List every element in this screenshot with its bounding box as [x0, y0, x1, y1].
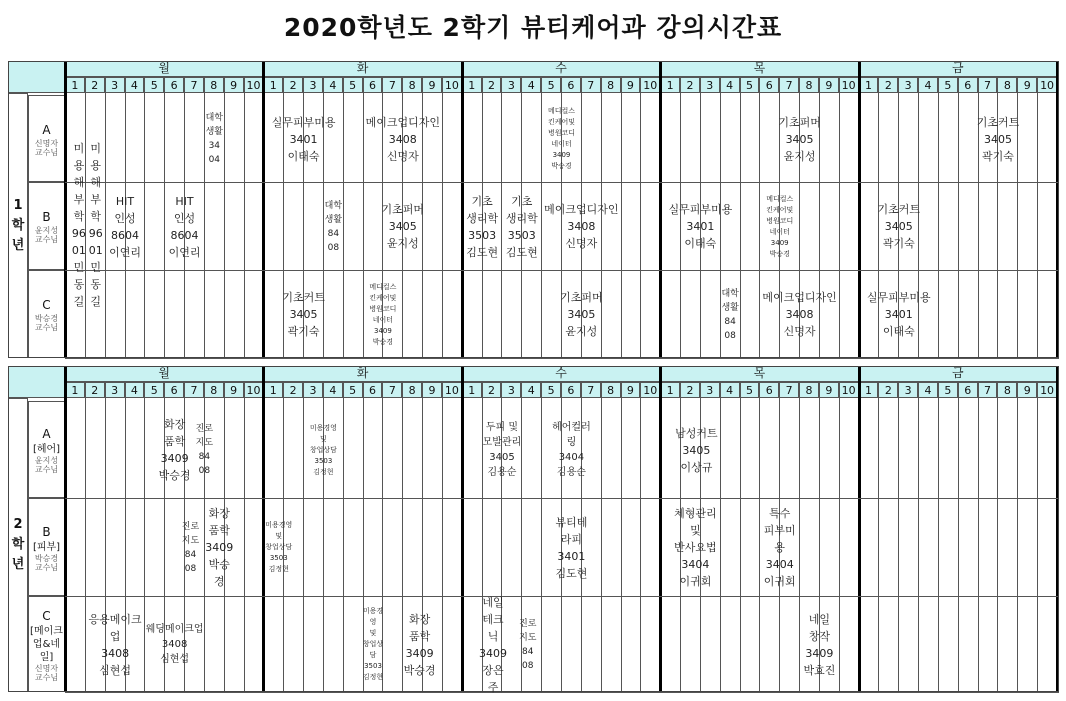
class-adviser: 교수님 — [34, 235, 59, 244]
class-block-g2-wed-nail-tech-c[interactable]: 네일 테크닉 3409 장은주 — [479, 596, 508, 693]
period-42: 2 — [878, 77, 898, 93]
period-36: 6 — [759, 382, 779, 398]
period-48: 8 — [997, 382, 1017, 398]
class-block-g1-thu-medical-b[interactable]: 메디컬스 킨케어및 병원코디 네이터 3409 박승경 — [766, 194, 794, 258]
period-16: 6 — [363, 77, 383, 93]
period-5: 5 — [144, 77, 164, 93]
class-block-g2-thu-special-b[interactable]: 특수 피부미용 3404 이귀회 — [763, 507, 796, 588]
class-name: B — [42, 524, 51, 539]
period-7: 7 — [184, 382, 204, 398]
period-49: 9 — [1017, 382, 1037, 398]
period-29: 9 — [621, 382, 641, 398]
class-major: [헤어] — [32, 444, 61, 455]
period-45: 5 — [938, 382, 958, 398]
class-block-g2-mon-career-b[interactable]: 진로 지도 84 08 — [181, 521, 200, 574]
period-42: 2 — [878, 382, 898, 398]
class-name: A — [42, 122, 51, 137]
period-12: 2 — [283, 382, 303, 398]
period-15: 5 — [343, 382, 363, 398]
class-block-g1-wed-physio-1[interactable]: 기초 생리학 3503 김도현 — [466, 194, 499, 259]
grade-char: 년 — [11, 557, 25, 572]
class-name: A — [42, 427, 51, 441]
period-6: 6 — [164, 382, 184, 398]
class-block-g2-tue-business-a[interactable]: 미용경영 및 창업상담 3503 김정현 — [309, 423, 337, 476]
period-14: 4 — [323, 77, 343, 93]
day-header-0: 월 — [65, 366, 263, 382]
period-1: 1 — [65, 382, 85, 398]
class-adviser: 윤지성 — [34, 456, 59, 465]
class-block-g1-thu-college-c[interactable]: 대학 생활 84 08 — [721, 288, 739, 341]
class-major: [메이크 업&네 일] — [30, 625, 63, 663]
period-43: 3 — [898, 382, 918, 398]
period-38: 8 — [799, 382, 819, 398]
day-header-2: 수 — [462, 61, 660, 77]
class-block-g1-wed-makeup-b[interactable]: 메이크업디자인 3408 신명자 — [544, 203, 619, 250]
class-adviser: 교수님 — [34, 562, 59, 572]
period-30: 10 — [640, 77, 660, 93]
period-47: 7 — [978, 77, 998, 93]
period-33: 3 — [700, 77, 720, 93]
class-block-g2-wed-color-a[interactable]: 헤어컬러링 3404 김용순 — [552, 422, 591, 478]
class-adviser: 교수님 — [34, 465, 59, 474]
class-block-g1-mon-hit-1[interactable]: HIT 인성 8604 이연리 — [109, 194, 141, 259]
period-12: 2 — [283, 77, 303, 93]
period-41: 1 — [859, 382, 879, 398]
period-39: 9 — [819, 77, 839, 93]
grade-char: 2 — [13, 517, 23, 532]
class-block-g1-mon-anatomy-b[interactable]: 미 용 해 부 학 96 01 민 동 길 — [88, 141, 103, 308]
period-13: 3 — [303, 77, 323, 93]
period-31: 1 — [660, 77, 680, 93]
period-41: 1 — [859, 77, 879, 93]
period-46: 6 — [958, 77, 978, 93]
period-50: 10 — [1037, 77, 1057, 93]
class-block-g1-tue-makeup-a[interactable]: 메이크업디자인 3408 신명자 — [365, 115, 440, 163]
period-3: 3 — [105, 77, 125, 93]
class-block-g1-thu-skin-b[interactable]: 실무피부미용 3401 이태숙 — [668, 203, 733, 250]
day-header-3: 목 — [660, 366, 858, 382]
period-49: 9 — [1017, 77, 1037, 93]
period-48: 8 — [997, 77, 1017, 93]
period-24: 4 — [521, 77, 541, 93]
period-18: 8 — [402, 382, 422, 398]
class-major: [피부] — [32, 541, 61, 553]
period-2: 2 — [85, 382, 105, 398]
period-17: 7 — [382, 382, 402, 398]
class-block-g1-wed-medical-a[interactable]: 메디컬스 킨케어및 병원코디 네이터 3409 박승경 — [547, 107, 576, 170]
period-3: 3 — [105, 382, 125, 398]
period-26: 6 — [561, 77, 581, 93]
grade-char: 학 — [11, 537, 25, 552]
period-36: 6 — [759, 77, 779, 93]
class-adviser: 윤지성 — [34, 226, 59, 235]
class-adviser: 신명자 — [34, 138, 59, 148]
period-17: 7 — [382, 77, 402, 93]
period-29: 9 — [621, 77, 641, 93]
class-adviser: 교수님 — [34, 323, 59, 332]
class-adviser: 교수님 — [34, 672, 59, 682]
class-block-g1-wed-physio-2[interactable]: 기초 생리학 3503 김도현 — [505, 194, 538, 259]
period-8: 8 — [204, 382, 224, 398]
period-9: 9 — [224, 77, 244, 93]
class-block-g1-tue-cut-c[interactable]: 기초커트 3405 곽기숙 — [282, 291, 325, 338]
period-21: 1 — [462, 382, 482, 398]
period-18: 8 — [402, 77, 422, 93]
period-26: 6 — [561, 382, 581, 398]
class-block-g1-fri-cut-b[interactable]: 기초커트 3405 곽기숙 — [877, 203, 921, 250]
grade-char: 1 — [13, 197, 23, 213]
period-2: 2 — [85, 77, 105, 93]
period-23: 3 — [501, 382, 521, 398]
period-20: 10 — [442, 382, 462, 398]
period-23: 3 — [501, 77, 521, 93]
period-13: 3 — [303, 382, 323, 398]
period-34: 4 — [720, 382, 740, 398]
class-block-g2-wed-therapy-b[interactable]: 뷰티테라피 3401 김도현 — [555, 515, 588, 580]
class-block-g2-tue-cosmetics-c[interactable]: 화장 품학 3409 박승경 — [403, 612, 436, 677]
class-block-g2-mon-cosmetics-a[interactable]: 화장 품학 3409 박승경 — [158, 418, 191, 482]
period-43: 3 — [898, 77, 918, 93]
class-adviser: 교수님 — [34, 147, 59, 157]
period-34: 4 — [720, 77, 740, 93]
period-15: 5 — [343, 77, 363, 93]
period-4: 4 — [125, 77, 145, 93]
period-32: 2 — [680, 77, 700, 93]
period-37: 7 — [779, 77, 799, 93]
class-block-g2-tue-business-b[interactable]: 미용경영 및 창업상담 3503 김정현 — [265, 521, 293, 573]
class-block-g2-thu-nail-art-c[interactable]: 네일 창작 3409 박효진 — [803, 612, 836, 677]
period-10: 10 — [244, 382, 264, 398]
period-33: 3 — [700, 382, 720, 398]
class-block-g1-mon-college-life[interactable]: 대학 생활 34 04 — [205, 113, 223, 165]
grade-char: 학 — [11, 217, 25, 233]
period-25: 5 — [541, 382, 561, 398]
class-block-g2-wed-scalp-a[interactable]: 두피 및 모발관리 3405 김용순 — [482, 422, 522, 478]
class-block-g1-mon-anatomy-a[interactable]: 미 용 해 부 학 96 01 민 동 길 — [71, 141, 86, 308]
class-name: B — [42, 210, 51, 224]
class-block-g1-fri-skin-c[interactable]: 실무피부미용 3401 이태숙 — [866, 291, 931, 338]
period-25: 5 — [541, 77, 561, 93]
class-block-g1-tue-skin-a[interactable]: 실무피부미용 3401 이태숙 — [271, 115, 336, 163]
class-adviser: 박승경 — [34, 314, 59, 323]
class-adviser: 신명자 — [34, 663, 59, 673]
period-1: 1 — [65, 77, 85, 93]
period-20: 10 — [442, 77, 462, 93]
class-block-g2-thu-body-b[interactable]: 체형관리및 반사요법 3404 이귀회 — [674, 507, 717, 588]
period-19: 9 — [422, 77, 442, 93]
period-40: 10 — [839, 382, 859, 398]
period-27: 7 — [581, 382, 601, 398]
period-27: 7 — [581, 77, 601, 93]
class-block-g2-mon-applied-makeup-c[interactable]: 응용메이크 업 3408 심현섭 — [88, 612, 142, 677]
class-adviser: 박승경 — [34, 553, 59, 563]
class-block-g1-wed-perm-c[interactable]: 기초퍼머 3405 윤지성 — [560, 291, 603, 338]
day-header-4: 금 — [859, 61, 1057, 77]
class-block-g2-thu-mens-cut-a[interactable]: 남성커트 3405 이상규 — [675, 426, 718, 474]
period-35: 5 — [740, 382, 760, 398]
period-30: 10 — [640, 382, 660, 398]
period-47: 7 — [978, 382, 998, 398]
period-37: 7 — [779, 382, 799, 398]
class-name: C — [42, 608, 51, 623]
period-50: 10 — [1037, 382, 1057, 398]
period-32: 2 — [680, 382, 700, 398]
period-38: 8 — [799, 77, 819, 93]
period-24: 4 — [521, 382, 541, 398]
day-header-0: 월 — [65, 61, 263, 77]
day-header-4: 금 — [859, 366, 1057, 382]
period-9: 9 — [224, 382, 244, 398]
period-46: 6 — [958, 382, 978, 398]
row-line — [65, 692, 1059, 693]
period-39: 9 — [819, 382, 839, 398]
class-block-g2-wed-career-c[interactable]: 진로 지도 84 08 — [519, 618, 537, 671]
period-22: 2 — [482, 382, 502, 398]
period-7: 7 — [184, 77, 204, 93]
class-block-g1-fri-cut-a[interactable]: 기초커트 3405 곽기숙 — [976, 115, 1020, 163]
period-4: 4 — [125, 382, 145, 398]
period-45: 5 — [938, 77, 958, 93]
class-block-g1-thu-perm-a[interactable]: 기초퍼머 3405 윤지성 — [778, 115, 821, 163]
period-16: 6 — [363, 382, 383, 398]
class-block-g1-thu-makeup-c[interactable]: 메이크업디자인 3408 신명자 — [762, 291, 837, 338]
period-11: 1 — [263, 382, 283, 398]
period-31: 1 — [660, 382, 680, 398]
period-44: 4 — [918, 382, 938, 398]
class-block-g2-mon-wedding-c[interactable]: 웨딩메이크업 3408 심현섭 — [145, 624, 204, 665]
day-header-3: 목 — [660, 61, 858, 77]
period-10: 10 — [244, 77, 264, 93]
class-name: C — [42, 298, 51, 312]
day-header-1: 화 — [263, 366, 461, 382]
class-block-g1-tue-college-b[interactable]: 대학 생활 84 08 — [324, 200, 343, 253]
day-header-2: 수 — [462, 366, 660, 382]
class-block-g1-tue-perm-b[interactable]: 기초퍼머 3405 윤지성 — [381, 203, 425, 250]
period-6: 6 — [164, 77, 184, 93]
grade-char: 년 — [11, 237, 25, 253]
period-5: 5 — [144, 382, 164, 398]
class-block-g2-mon-cosmetics-b[interactable]: 화장 품학 3409 박승경 — [205, 507, 234, 588]
period-35: 5 — [740, 77, 760, 93]
period-19: 9 — [422, 382, 442, 398]
class-block-g1-tue-medical-c[interactable]: 메디컬스 킨케어및 병원코디 네이터 3409 박승경 — [369, 282, 397, 346]
class-block-g1-mon-hit-2[interactable]: HIT 인성 8604 이연리 — [168, 194, 201, 259]
period-28: 8 — [601, 382, 621, 398]
period-22: 2 — [482, 77, 502, 93]
class-block-g2-tue-business-c[interactable]: 미용경영 및 창업상담 3503 김정현 — [362, 607, 384, 681]
period-44: 4 — [918, 77, 938, 93]
period-40: 10 — [839, 77, 859, 93]
period-21: 1 — [462, 77, 482, 93]
day-header-1: 화 — [263, 61, 461, 77]
class-block-g2-mon-career-a[interactable]: 진로 지도 84 08 — [195, 424, 214, 476]
period-11: 1 — [263, 77, 283, 93]
period-28: 8 — [601, 77, 621, 93]
page-title: 2020학년도 2학기 뷰티케어과 강의시간표 — [283, 13, 783, 42]
period-14: 4 — [323, 382, 343, 398]
period-8: 8 — [204, 77, 224, 93]
